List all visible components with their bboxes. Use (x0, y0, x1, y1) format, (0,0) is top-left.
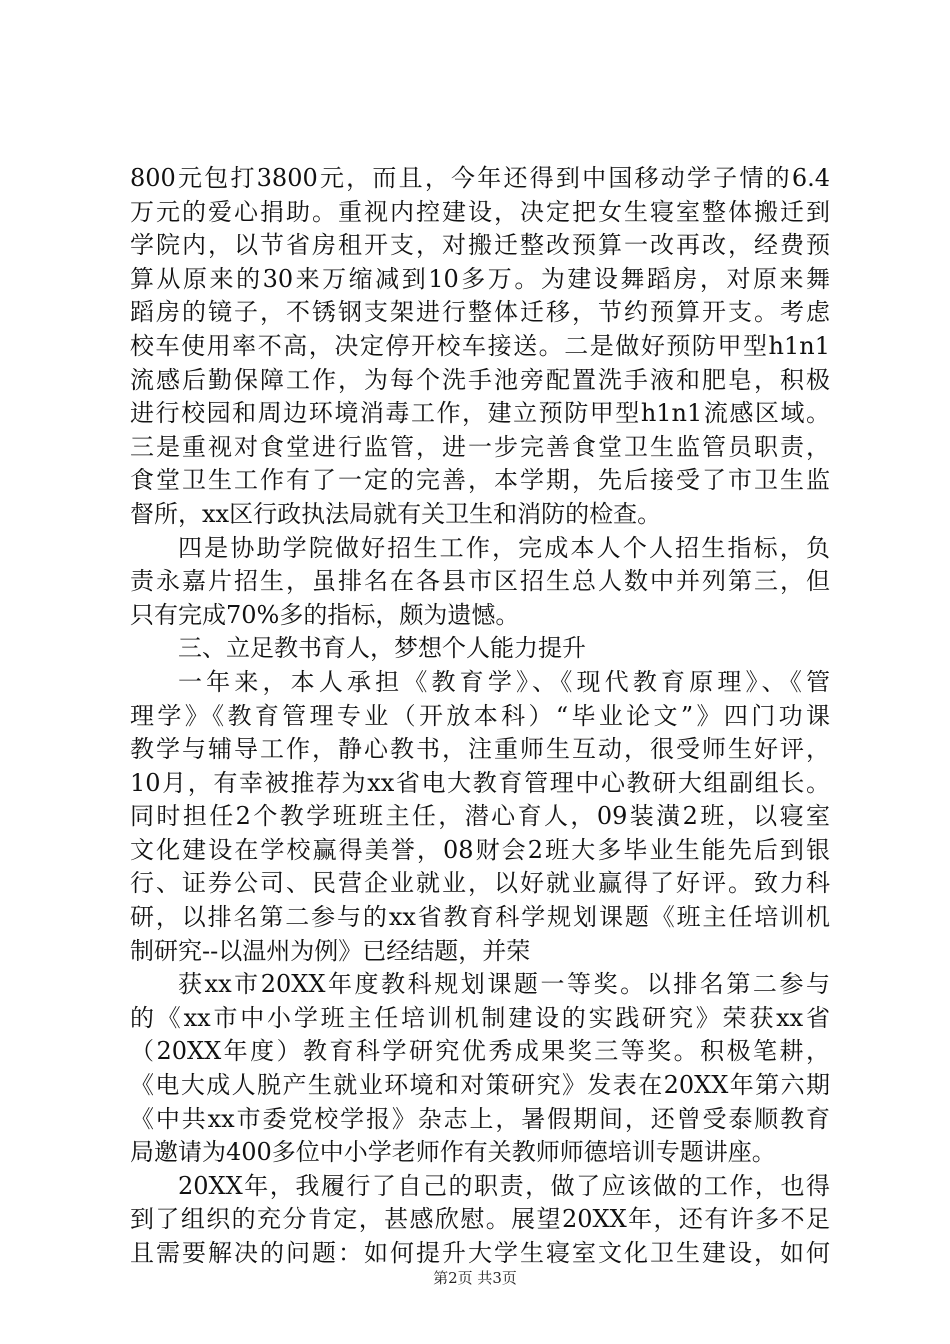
text-line: 研，以排名第二参与的xx省教育科学规划课题《班主任培训机 (130, 903, 830, 932)
text-line: 局邀请为400多位中小学老师作有关教师师德培训专题讲座。 (130, 1138, 776, 1167)
text-line: 文化建设在学校赢得美誉，08财会2班大多毕业生能先后到银 (130, 835, 830, 864)
text-line: 四是协助学院做好招生工作，完成本人个人招生指标，负 (178, 533, 830, 562)
text-line: 流感后勤保障工作，为每个洗手池旁配置洗手液和肥皂，积极 (130, 365, 830, 394)
text-line: 一年来，本人承担《教育学》、《现代教育原理》、《管 (178, 667, 830, 696)
text-line: 同时担任2个教学班班主任，潜心育人，09装潢2班，以寝室 (130, 802, 830, 831)
text-line: 食堂卫生工作有了一定的完善，本学期，先后接受了市卫生监 (130, 466, 830, 495)
text-line: 校车使用率不高，决定停开校车接送。二是做好预防甲型h1n1 (130, 331, 830, 360)
text-line: 督所，xx区行政执法局就有关卫生和消防的检查。 (130, 499, 662, 528)
text-line: 只有完成70%多的指标，颇为遗憾。 (130, 600, 520, 629)
text-line: 获xx市20XX年度教科规划课题一等奖。以排名第二参与 (178, 970, 830, 999)
text-line: 教学与辅导工作，静心教书，注重师生互动，很受师生好评， (130, 735, 830, 764)
text-line: （20XX年度）教育科学研究优秀成果奖三等奖。积极笔耕， (130, 1037, 830, 1066)
text-line: 制研究--以温州为例》已经结题，并荣 (130, 936, 531, 965)
text-line: 且需要解决的问题：如何提升大学生寝室文化卫生建设，如何 (130, 1239, 830, 1267)
text-line: 学院内，以节省房租开支，对搬迁整改预算一改再改，经费预 (130, 231, 830, 260)
text-line: 蹈房的镜子，不锈钢支架进行整体迁移，节约预算开支。考虑 (130, 298, 830, 327)
text-line: 的《xx市中小学班主任培训机制建设的实践研究》荣获xx省 (130, 1003, 830, 1032)
text-line: 到了组织的充分肯定，甚感欣慰。展望20XX年，还有许多不足 (130, 1205, 830, 1234)
text-line: 三、立足教书育人，梦想个人能力提升 (178, 634, 586, 663)
text-line: 《电大成人脱产生就业环境和对策研究》发表在20XX年第六期 (130, 1071, 830, 1100)
document-body (130, 162, 830, 1271)
text-line: 800元包打3800元，而且，今年还得到中国移动学子情的6.4 (130, 164, 830, 192)
text-line: 行、证券公司、民营企业就业，以好就业赢得了好评。致力科 (130, 869, 830, 898)
text-line: 责永嘉片招生，虽排名在各县市区招生总人数中并列第三，但 (130, 567, 830, 596)
text-line: 进行校园和周边环境消毒工作，建立预防甲型h1n1流感区域。 (130, 399, 830, 428)
text-line: 20XX年，我履行了自己的职责，做了应该做的工作，也得 (178, 1171, 830, 1200)
text-line: 《中共xx市委党校学报》杂志上，暑假期间，还曾受泰顺教育 (130, 1104, 830, 1133)
text-line: 算从原来的30来万缩减到10多万。为建设舞蹈房，对原来舞 (130, 264, 830, 293)
text-line: 理学》《教育管理专业（开放本科）“毕业论文”》四门功课 (130, 701, 830, 730)
text-line: 三是重视对食堂进行监管，进一步完善食堂卫生监管员职责， (130, 432, 830, 461)
text-line: 万元的爱心捐助。重视内控建设，决定把女生寝室整体搬迁到 (130, 197, 830, 226)
text-line: 10月，有幸被推荐为xx省电大教育管理中心教研大组副组长。 (130, 768, 830, 797)
page-footer: 第2页 共3页 (433, 1269, 517, 1287)
